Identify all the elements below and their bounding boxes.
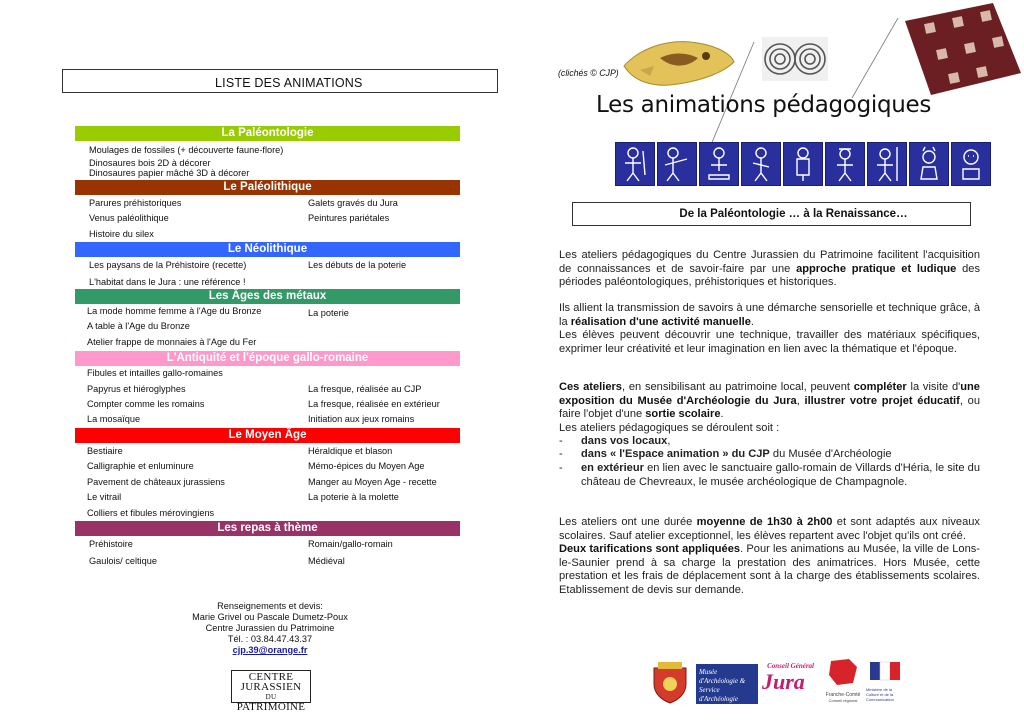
list-item: Mémo-épices du Moyen Age — [308, 461, 425, 471]
list-item: Papyrus et hiéroglyphes — [87, 384, 186, 394]
list-title: LISTE DES ANIMATIONS — [62, 69, 498, 93]
page-title: Les animations pédagogiques — [596, 92, 932, 118]
bullet-item: - dans « l'Espace animation » du CJP du Musée d'Archéologie — [559, 448, 892, 460]
mosaic-image — [895, 3, 1021, 95]
list-item: La fresque, réalisée en extérieur — [308, 399, 440, 409]
divider-line — [850, 18, 900, 98]
list-item: Histoire du silex — [89, 229, 154, 239]
list-item: Moulages de fossiles (+ découverte faune-flore) — [89, 145, 284, 155]
figure-icon — [741, 142, 781, 186]
musee-archeologie-logo: Musée d'Archéologie & Service d'Archéologie LONS-LE-SAUNIER — [696, 664, 758, 704]
contact-org: Centre Jurassien du Patrimoine — [205, 623, 335, 633]
photo-credit: (clichés © CJP) — [558, 68, 619, 78]
list-item: Venus paléolithique — [89, 213, 169, 223]
subtitle-box: De la Paléontologie … à la Renaissance… — [572, 202, 971, 226]
bullet-item: - en extérieur en lien avec le sanctuaire gallo-romain de Villards d'Héria, le site du château de Chevreaux, le musée archéologique de Champagnole. — [559, 462, 980, 488]
list-item: La mosaïque — [87, 414, 141, 424]
contact-email-wrap — [150, 645, 390, 656]
figure-icon — [951, 142, 991, 186]
category-paleontologie: La Paléontologie — [75, 126, 460, 141]
list-item: Les paysans de la Préhistoire (recette) — [89, 260, 247, 270]
paragraph-method: Ils allient la transmission de savoirs à une démarche sensorielle et technique grâce, à la réalisation d'une activité manuelle. Les élèves peuvent découvrir une technique, travailler des matériaux spécifiques, exprimer leur créativité et leur imagination en lien avec la thématique et l'époque. — [559, 302, 980, 355]
figure-icon — [867, 142, 907, 186]
list-item: Initiation aux jeux romains — [308, 414, 415, 424]
list-item: Préhistoire — [89, 539, 133, 549]
list-item: Gaulois/ celtique — [89, 556, 157, 566]
figure-icon — [909, 142, 949, 186]
category-antiquite: L'Antiquité et l'époque gallo-romaine — [75, 351, 460, 366]
contact-line: Renseignements et devis: — [217, 601, 323, 611]
bullet-item: - dans vos locaux, — [559, 435, 671, 447]
list-item: Pavement de châteaux jurassiens — [87, 477, 225, 487]
contact-email-link[interactable]: cjp.39@orange.fr — [232, 645, 308, 655]
list-item: Le vitrail — [87, 492, 122, 502]
contact-names: Marie Grivel ou Pascale Dumetz-Poux — [192, 612, 348, 622]
list-item: Médiéval — [308, 556, 345, 566]
list-item: Dinosaures papier mâché 3D à décorer — [89, 168, 250, 178]
figure-icon — [657, 142, 697, 186]
list-item: Les débuts de la poterie — [308, 260, 407, 270]
list-item: A table à l'Age du Bronze — [87, 321, 190, 331]
list-item: Héraldique et blason — [308, 446, 393, 456]
list-item: Manger au Moyen Age - recette — [308, 477, 437, 487]
cjp-logo: CENTRE JURASSIEN DU PATRIMOINE — [231, 670, 311, 703]
category-paleolithique: Le Paléolithique — [75, 180, 460, 195]
list-item: La fresque, réalisée au CJP — [308, 384, 422, 394]
list-item: Peintures pariétales — [308, 213, 390, 223]
category-neolithique: Le Néolithique — [75, 242, 460, 257]
franche-comte-logo: Franche-Comté Conseil régional — [823, 657, 863, 703]
paragraph-ateliers: Ces ateliers, en sensibilisant au patrimoine local, peuvent compléter la visite d'une exposition du Musée d'Archéologie du Jura, illustrer votre projet éducatif, ou faire l'objet d'une sortie scolaire. Les ateliers pédagogiques se déroulent soit : — [559, 381, 980, 434]
list-item: Galets gravés du Jura — [308, 198, 398, 208]
pictogram-strip — [615, 142, 991, 186]
figure-icon — [699, 142, 739, 186]
lons-coat-of-arms-icon — [650, 660, 690, 704]
list-item: La poterie à la molette — [308, 492, 399, 502]
figure-icon — [783, 142, 823, 186]
paragraph-intro: Les ateliers pédagogiques du Centre Jurassien du Patrimoine facilitent l'acquisition de connaissances et de savoir-faire par une approche pratique et ludique des périodes paléontologiques, préhistoriques et historiques. — [559, 249, 981, 288]
ministere-culture-logo: Ministère de la Culture et de la Communication — [866, 660, 906, 704]
list-item: Bestiaire — [87, 446, 123, 456]
list-item: Parures préhistoriques — [89, 198, 182, 208]
list-item: La mode homme femme à l'Age du Bronze — [87, 306, 262, 316]
category-metaux: Les Âges des métaux — [75, 289, 460, 304]
list-item: Dinosaures bois 2D à décorer — [89, 158, 211, 168]
list-item: L'habitat dans le Jura : une référence ! — [89, 277, 246, 287]
category-moyen-age: Le Moyen Âge — [75, 428, 460, 443]
conseil-general-jura-logo: Conseil Général Jura — [762, 662, 814, 694]
list-item: Calligraphie et enluminure — [87, 461, 194, 471]
list-item: Colliers et fibules mérovingiens — [87, 508, 215, 518]
list-item: Fibules et intailles gallo-romaines — [87, 368, 223, 378]
list-item: Atelier frappe de monnaies à l'Age du Fer — [87, 337, 257, 347]
figure-icon — [825, 142, 865, 186]
list-item: La poterie — [308, 308, 349, 318]
paragraph-duree: Les ateliers ont une durée moyenne de 1h30 à 2h00 et sont adaptés aux niveaux scolaires. Sauf atelier exceptionnel, les élèves repartent avec l'objet qu'ils ont créé. Deux tarifications sont appliquées. Pour les animations au Musée, la ville de Lons-le-Saunier prend à sa charge la prestation des animatrices. Hors Musée, cette prestation et les frais de déplacement sont à la charge des établissements scolaires. Etablissement de devis sur demande. — [559, 516, 981, 596]
list-item: Romain/gallo-romain — [308, 539, 393, 549]
contact-phone: Tél. : 03.84.47.43.37 — [227, 634, 313, 644]
figure-icon — [615, 142, 655, 186]
list-item: Compter comme les romains — [87, 399, 205, 409]
category-repas: Les repas à thème — [75, 521, 460, 536]
bronze-spiral-image — [762, 37, 828, 81]
